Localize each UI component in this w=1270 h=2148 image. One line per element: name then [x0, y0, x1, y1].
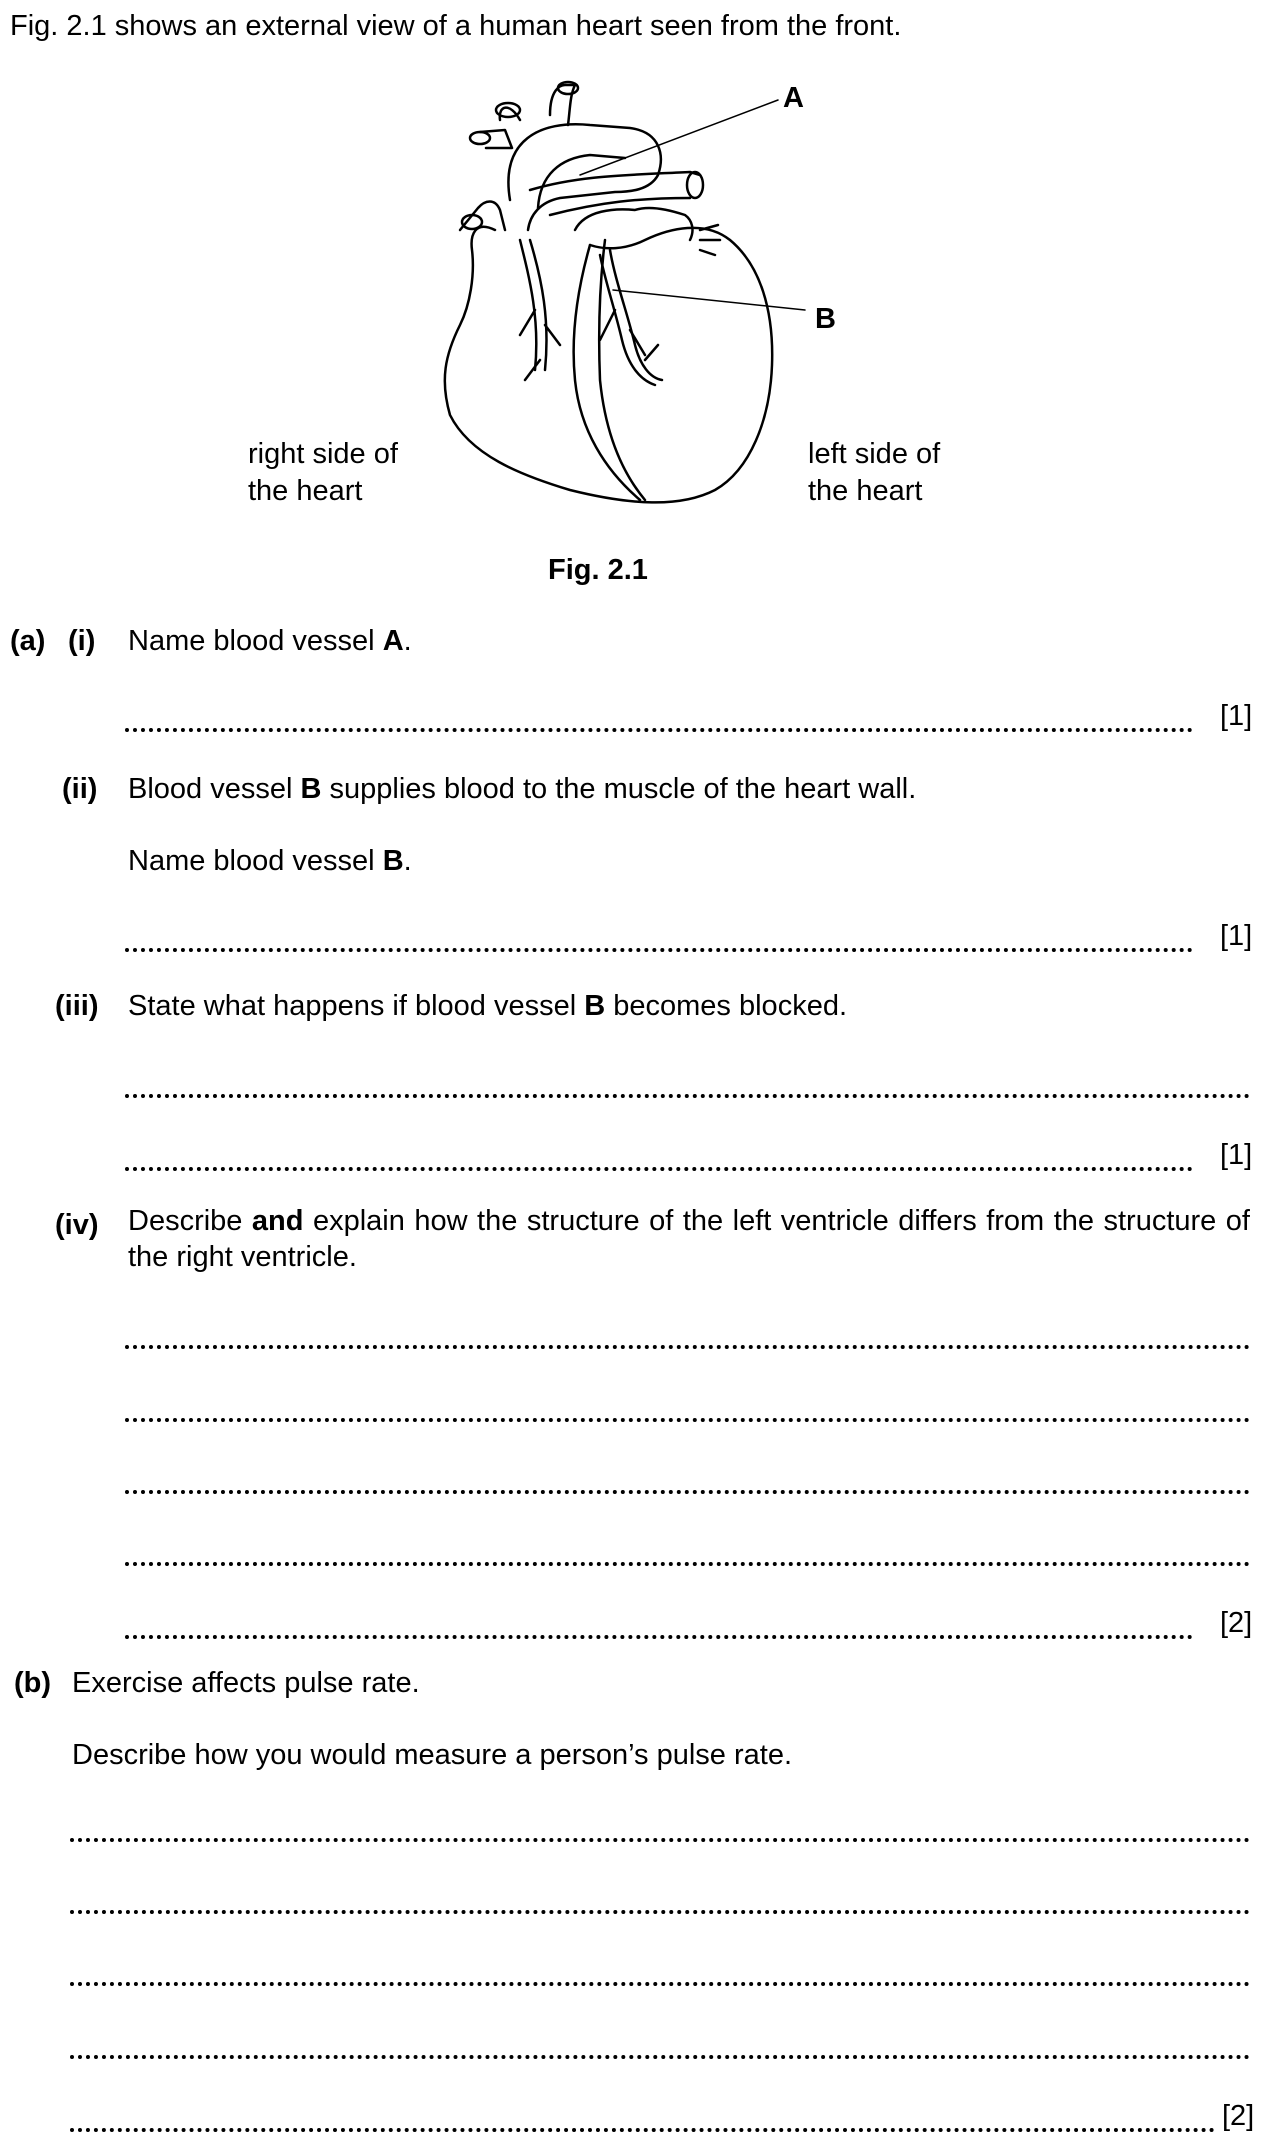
question-a-i-text: Name blood vessel A.	[128, 625, 412, 657]
marks-a-i: [1]	[1220, 700, 1253, 732]
answer-line-a-iii-2[interactable]	[125, 1167, 1193, 1171]
question-a-iii-number: (iii)	[55, 990, 99, 1022]
aorta	[508, 124, 660, 230]
answer-line-a-iv-3[interactable]	[125, 1490, 1250, 1494]
part-a-label: (a)	[10, 625, 46, 657]
part-b-label: (b)	[14, 1667, 52, 1699]
answer-line-a-iv-5[interactable]	[125, 1635, 1193, 1639]
question-b-line1: Exercise affects pulse rate.	[72, 1667, 420, 1699]
answer-line-b-3[interactable]	[70, 1982, 1250, 1986]
marks-a-ii: [1]	[1220, 920, 1253, 952]
intro-text: Fig. 2.1 shows an external view of a human heart seen from the front.	[10, 10, 902, 42]
marks-a-iii: [1]	[1220, 1139, 1253, 1171]
answer-line-b-1[interactable]	[70, 1838, 1250, 1842]
heart-outline	[445, 227, 772, 503]
answer-line-a-iv-1[interactable]	[125, 1345, 1250, 1349]
label-b: B	[815, 303, 836, 335]
question-a-ii-line2: Name blood vessel B.	[128, 845, 412, 877]
answer-line-b-5[interactable]	[70, 2128, 1215, 2132]
marks-b: [2]	[1222, 2100, 1255, 2132]
left-side-label-line1: left side of	[808, 438, 941, 470]
answer-line-a-iv-4[interactable]	[125, 1562, 1250, 1566]
answer-line-a-iv-2[interactable]	[125, 1418, 1250, 1422]
answer-line-b-2[interactable]	[70, 1910, 1250, 1914]
heart-diagram	[400, 80, 860, 530]
right-side-label-line2: the heart	[248, 475, 363, 507]
question-b-line2: Describe how you would measure a person’s pulse rate.	[72, 1739, 793, 1771]
question-a-iii-text: State what happens if blood vessel B becomes blocked.	[128, 990, 848, 1022]
answer-line-a-ii[interactable]	[125, 948, 1193, 952]
question-a-i-number: (i)	[68, 625, 96, 657]
left-side-label-line2: the heart	[808, 475, 923, 507]
answer-line-a-iii-1[interactable]	[125, 1094, 1250, 1098]
label-a: A	[783, 82, 804, 114]
figure-caption: Fig. 2.1	[548, 554, 648, 586]
question-a-iv-text: Describe and explain how the structure of the left ventricle differs from the structure of the right ventricle.	[128, 1205, 1250, 1273]
answer-line-a-i[interactable]	[125, 728, 1193, 732]
marks-a-iv: [2]	[1220, 1607, 1253, 1639]
question-a-iv-number: (iv)	[55, 1209, 99, 1241]
answer-line-b-4[interactable]	[70, 2055, 1250, 2059]
question-a-ii-line1: Blood vessel B supplies blood to the muscle of the heart wall.	[128, 773, 917, 805]
right-side-label-line1: right side of	[248, 438, 398, 470]
question-a-ii-number: (ii)	[62, 773, 98, 805]
